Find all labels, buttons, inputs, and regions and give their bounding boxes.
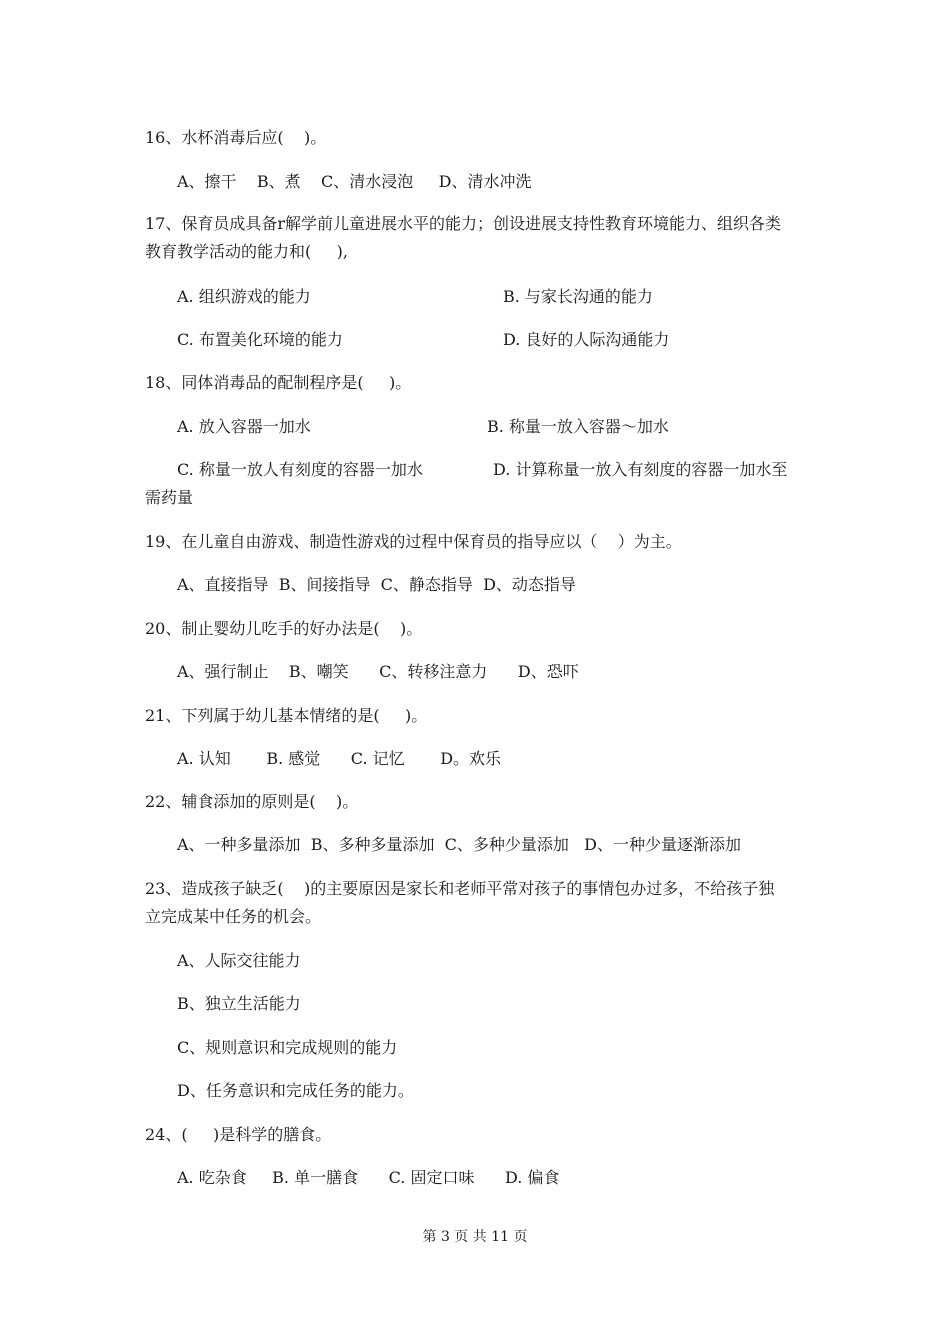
question-17-line-2: 教育教学活动的能力和( ),	[145, 242, 349, 261]
question-23-line-2: 立完成某中任务的机会。	[145, 907, 322, 926]
question-23-option-d: D、任务意识和完成任务的能力。	[177, 1081, 414, 1100]
question-18-option-d: D. 计算称量一放入有刻度的容器一加水至	[493, 460, 788, 479]
question-21-options: A. 认知 B. 感觉 C. 记忆 D。欢乐	[177, 749, 502, 768]
question-17-option-c: C. 布置美化环境的能力	[177, 330, 343, 349]
question-24: 24、( )是科学的膳食。	[145, 1125, 332, 1144]
question-18-option-a: A. 放入容器一加水	[177, 417, 311, 436]
question-18: 18、同体消毒品的配制程序是( )。	[145, 373, 412, 392]
question-16: 16、水杯消毒后应( )。	[145, 128, 327, 147]
question-21: 21、下列属于幼儿基本情绪的是( )。	[145, 706, 428, 725]
question-18-option-c: C. 称量一放人有刻度的容器一加水	[177, 460, 423, 479]
question-23-line-1: 23、造成孩子缺乏( )的主要原因是家长和老师平常对孩子的事情包办过多，不给孩子独	[145, 879, 775, 898]
question-23-option-b: B、独立生活能力	[177, 994, 301, 1013]
question-17-option-a: A. 组织游戏的能力	[177, 287, 311, 306]
question-17-option-d: D. 良好的人际沟通能力	[503, 330, 670, 349]
question-18-option-b: B. 称量一放入容器～加水	[487, 417, 669, 436]
question-20: 20、制止婴幼儿吃手的好办法是( )。	[145, 619, 423, 638]
question-17-option-b: B. 与家长沟通的能力	[503, 287, 653, 306]
question-23-option-a: A、人际交往能力	[177, 951, 301, 970]
question-19: 19、在儿童自由游戏、制造性游戏的过程中保育员的指导应以（ ）为主。	[145, 532, 682, 551]
question-18-option-d-cont: 需药量	[145, 488, 194, 507]
page-number-footer: 第 3 页 共 11 页	[422, 1229, 528, 1245]
question-24-options: A. 吃杂食 B. 单一膳食 C. 固定口味 D. 偏食	[177, 1168, 560, 1187]
question-19-options: A、直接指导 B、间接指导 C、静态指导 D、动态指导	[177, 575, 576, 594]
question-20-options: A、强行制止 B、嘲笑 C、转移注意力 D、恐吓	[177, 662, 579, 681]
question-22-options: A、一种多量添加 B、多种多量添加 C、多种少量添加 D、一种少量逐渐添加	[177, 835, 741, 854]
question-16-options: A、擦干 B、煮 C、清水浸泡 D、清水冲洗	[177, 172, 532, 191]
question-22: 22、辅食添加的原则是( )。	[145, 792, 359, 811]
question-23-option-c: C、规则意识和完成规则的能力	[177, 1038, 398, 1057]
question-17-line-1: 17、保育员成具备r解学前儿童进展水平的能力；创设进展支持性教育环境能力、组织各类	[145, 214, 782, 233]
